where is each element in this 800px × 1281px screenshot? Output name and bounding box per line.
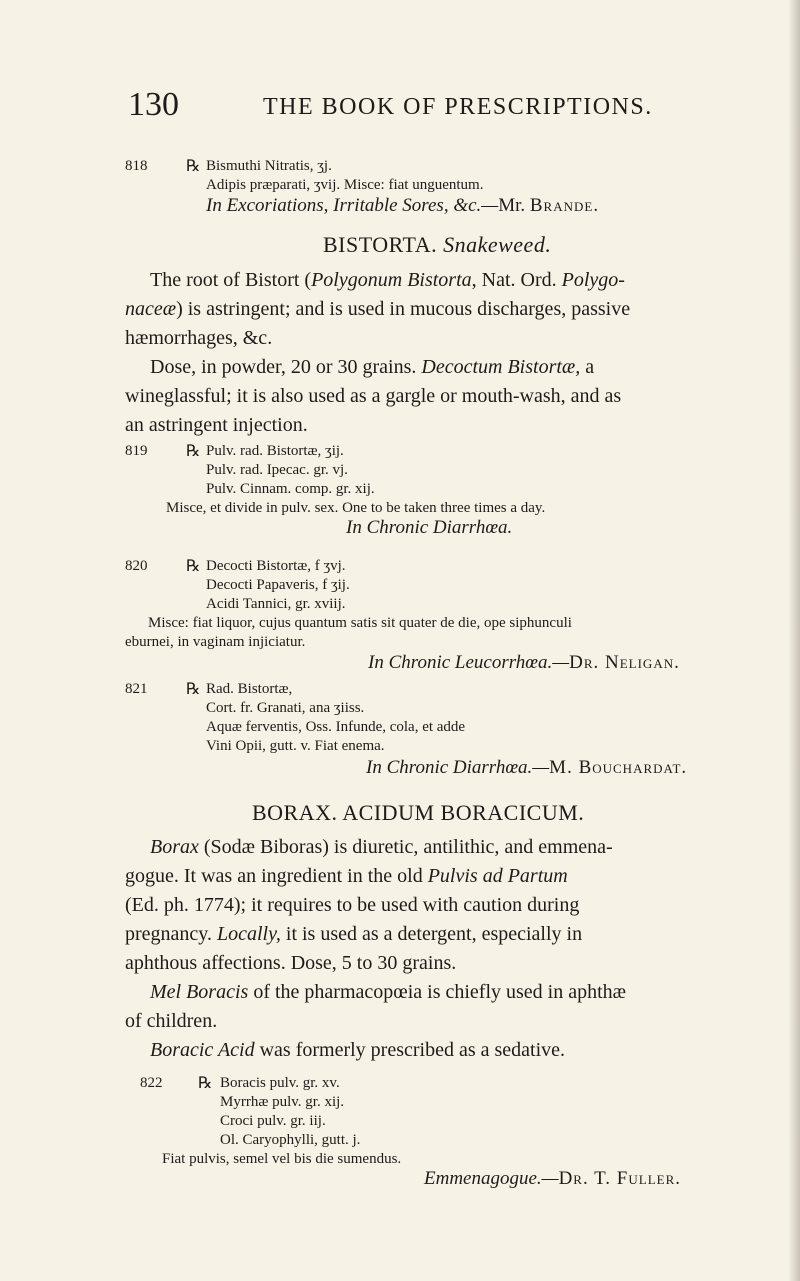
borax-paragraph-1: Borax (Sodæ Biboras) is diuretic, antilithic, and emmena- gogue. It was an ingredient in the old Pulvis ad Partum (Ed. ph. 1774); it requires to be used with caution during pregnancy. Locally, it is used as a detergent, especially in aphthous affections. Dose, 5 to 30 grains. xyxy=(125,836,613,974)
recipe-line: Myrrhæ pulv. gr. xij. xyxy=(220,1094,345,1110)
recipe-line: Fiat pulvis, semel vel bis die sumendus. xyxy=(162,1151,402,1167)
recipe-line: Misce, et divide in pulv. sex. One to be taken three times a day. xyxy=(166,500,546,516)
recipe-indication-line xyxy=(424,1168,681,1190)
recipe-line: Ol. Caryophylli, gutt. j. xyxy=(220,1132,361,1148)
recipe-indication: In Chronic Diarrhœa. xyxy=(346,517,513,538)
recipe-line: Pulv. Cinnam. comp. gr. xij. xyxy=(206,481,375,497)
recipe-number: 820 xyxy=(125,558,148,574)
recipe-line: Cort. fr. Granati, ana ʒiiss. xyxy=(206,700,365,716)
rx-symbol: ℞ xyxy=(186,443,201,460)
page-number: 130 xyxy=(128,86,179,123)
recipe-line: Bismuthi Nitratis, ʒj. xyxy=(206,158,332,174)
recipe-indication: In Chronic Leucorrhœa.— xyxy=(368,652,570,673)
bistorta-paragraph-2: Dose, in powder, 20 or 30 grains. Decoctum Bistortæ, a wineglassful; it is also used as a gargle or mouth-wash, and as an astringent injection. xyxy=(125,356,622,436)
page-edge-shadow xyxy=(788,0,800,1281)
rx-symbol: ℞ xyxy=(198,1075,213,1092)
recipe-line: Croci pulv. gr. iij. xyxy=(220,1113,326,1129)
recipe-line: eburnei, in vaginam injiciatur. xyxy=(125,634,306,650)
recipe-line: Decocti Papaveris, f ʒij. xyxy=(206,577,350,593)
recipe-indication: Emmenagogue.— xyxy=(424,1168,559,1189)
recipe-indication-line xyxy=(206,195,599,217)
recipe-author: Dr. Neligan. xyxy=(569,652,680,673)
recipe-line: Acidi Tannici, gr. xviij. xyxy=(206,596,346,612)
recipe-line: Decocti Bistortæ, f ʒvj. xyxy=(206,558,346,574)
running-title: THE BOOK OF PRESCRIPTIONS. xyxy=(263,94,653,120)
recipe-author: M. Bouchardat. xyxy=(549,757,688,778)
recipe-number: 822 xyxy=(140,1075,163,1091)
recipe-line: Pulv. rad. Bistortæ, ʒij. xyxy=(206,443,344,459)
recipe-indication: In Excoriations, Irritable Sores, &c.— xyxy=(206,195,499,216)
recipe-author: Dr. T. Fuller. xyxy=(558,1168,682,1189)
recipe-author: Brande. xyxy=(529,195,600,216)
page-header xyxy=(0,86,800,126)
recipe-line: Adipis præparati, ʒvij. Misce: fiat unguentum. xyxy=(206,177,484,193)
recipe-line: Aquæ ferventis, Oss. Infunde, cola, et adde xyxy=(206,719,466,735)
bistorta-paragraph-1: The root of Bistort (Polygonum Bistorta, Nat. Ord. Polygo- naceæ) is astringent; and is used in mucous discharges, passive hæmorrhages, &c. xyxy=(125,269,631,349)
rx-symbol: ℞ xyxy=(186,558,201,575)
recipe-line: Misce: fiat liquor, cujus quantum satis sit quater de die, ope siphunculi xyxy=(148,615,572,631)
recipe-number: 821 xyxy=(125,681,148,697)
recipe-indication: In Chronic Diarrhœa.— xyxy=(366,757,550,778)
recipe-indication-line xyxy=(368,652,680,674)
recipe-indication-line xyxy=(366,757,687,779)
section-heading-borax: BORAX. ACIDUM BORACICUM. xyxy=(252,800,585,825)
recipe-line: Boracis pulv. gr. xv. xyxy=(220,1075,340,1091)
rx-symbol: ℞ xyxy=(186,158,201,175)
rx-symbol: ℞ xyxy=(186,681,201,698)
borax-paragraph-2: Mel Boracis of the pharmacopœia is chiefly used in aphthæ of children. xyxy=(125,981,626,1032)
recipe-line: Pulv. rad. Ipecac. gr. vj. xyxy=(206,462,348,478)
borax-paragraph-3: Boracic Acid was formerly prescribed as a sedative. xyxy=(150,1039,566,1061)
recipe-number: 818 xyxy=(125,158,148,174)
recipe-line: Vini Opii, gutt. v. Fiat enema. xyxy=(206,738,385,754)
section-heading-bistorta: BISTORTA. Snakeweed. xyxy=(323,232,552,257)
recipe-number: 819 xyxy=(125,443,148,459)
author-prefix: Mr. xyxy=(498,195,530,216)
recipe-line: Rad. Bistortæ, xyxy=(206,681,293,697)
